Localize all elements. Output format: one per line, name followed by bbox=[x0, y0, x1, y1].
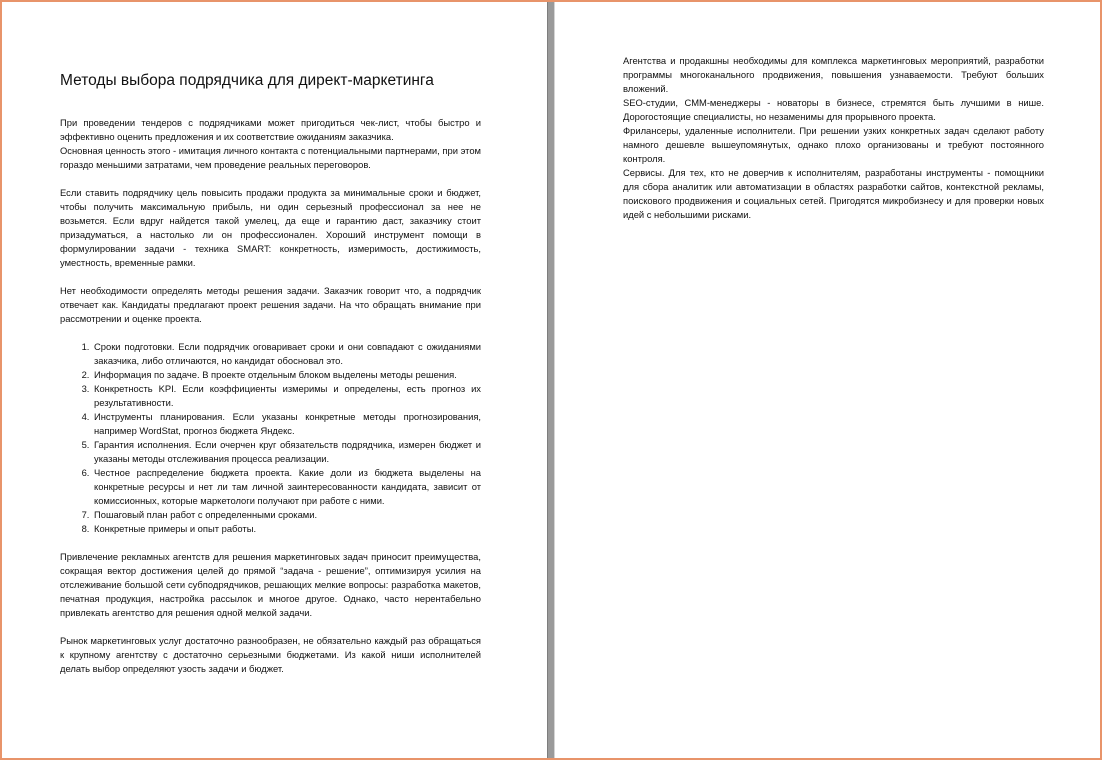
agencies-paragraph: Привлечение рекламных агентств для решения маркетинговых задач приносит преимущества, сокращая вектор достижения целей до прямой “задача - решение”, оптимизируя усилия на отслеживание большой сети субподрядчиков, решающих мелкие вопросы: разработка макетов, печатная продукция, настройка рассылок и многое другое. Однако, часто нерентабельно привлекать агентство для решения одной мелкой задачи. bbox=[60, 551, 481, 618]
list-item: 2. Информация по задаче. В проекте отдельным блоком выделены методы решения. bbox=[92, 368, 481, 382]
list-item: 1. Сроки подготовки. Если подрядчик оговаривает сроки и они совпадают с ожиданиями заказчика, либо отличаются, но кандидат обосновал это. bbox=[92, 340, 481, 368]
market-paragraph: Рынок маркетинговых услуг достаточно разнообразен, не обязательно каждый раз обращаться к крупному агентству с достаточно серьезными бюджетами. Из какой ниши исполнителей делать выбор определяют узость задачи и бюджет. bbox=[60, 635, 481, 674]
page-right bbox=[555, 2, 1100, 758]
list-item: 4. Инструменты планирования. Если указаны конкретные методы прогнозирования, например WordStat, прогноз бюджета Яндекс. bbox=[92, 410, 481, 438]
page-left bbox=[2, 2, 547, 758]
page-separator bbox=[547, 2, 555, 758]
intro-paragraph-2: Основная ценность этого - имитация личного контакта с потенциальными партнерами, при этом гораздо меньшими затратами, чем проведение реальных переговоров. bbox=[60, 145, 481, 170]
goal-paragraph: Если ставить подрядчику цель повысить продажи продукта за минимальные сроки и бюджет, чтобы получить максимальную прибыль, ни один серьезный профессионал за нее не возьмется. Если вдруг найдется такой умелец, да еще и гарантию даст, заказчику стоит призадуматься, а настолько ли он профессионален. Хороший инструмент помощи в формулировании задачи - техника SMART: конкретность, измеримость, достижимость, уместность, временные рамки. bbox=[60, 187, 481, 268]
services-line: Сервисы. Для тех, кто не доверчив к исполнителям, разработаны инструменты - помощники для сбора аналитик или автоматизации в областях разработки сайтов, контекстной рекламы, поискового продвижения и социальных сетей. Пригодятся микробизнесу и для проверки новых идей с небольшими рисками. bbox=[623, 167, 1044, 220]
seo-line: SEO-студии, СММ-менеджеры - новаторы в бизнесе, стремятся быть лучшими в нише. Дорогостоящие специалисты, но незаменимы для прорывного проекта. bbox=[623, 97, 1044, 122]
agencies-line: Агентства и продакшны необходимы для комплекса маркетинговых мероприятий, разработки программы многоканального продвижения, повышения узнаваемости. Требуют больших вложений. bbox=[623, 55, 1044, 94]
page-left-content bbox=[60, 72, 481, 690]
intro-paragraph-1: При проведении тендеров с подрядчиками может пригодиться чек-лист, чтобы быстро и эффективно оценить предложения и их соответствие ожиданиям заказчика. bbox=[60, 117, 481, 142]
list-item: 7. Пошаговый план работ с определенными сроками. bbox=[92, 508, 481, 522]
list-item: 8. Конкретные примеры и опыт работы. bbox=[92, 522, 481, 536]
document-title: Методы выбора подрядчика для директ-маркетинга bbox=[60, 72, 434, 89]
method-paragraph: Нет необходимости определять методы решения задачи. Заказчик говорит что, а подрядчик отвечает как. Кандидаты предлагают проект решения задачи. На что обращать внимание при рассмотрении и оценке проекта. bbox=[60, 285, 481, 324]
page-right-content bbox=[623, 54, 1044, 222]
evaluation-criteria-list bbox=[60, 340, 481, 536]
list-item: 5. Гарантия исполнения. Если очерчен круг обязательств подрядчика, измерен бюджет и указаны методы отслеживания процесса реализации. bbox=[92, 438, 481, 466]
list-item: 3. Конкретность KPI. Если коэффициенты измеримы и определены, есть прогноз их результативности. bbox=[92, 382, 481, 410]
freelancers-line: Фрилансеры, удаленные исполнители. При решении узких конкретных задач сделают работу намного дешевле вышеупомянутых, однако плохо организованы и требуют постоянного контроля. bbox=[623, 125, 1044, 164]
list-item: 6. Честное распределение бюджета проекта. Какие доли из бюджета выделены на конкретные ресурсы и нет ли там личной заинтересованности кандидата, зависит от комиссионных, которые маркетологи получают при работе с ними. bbox=[92, 466, 481, 508]
